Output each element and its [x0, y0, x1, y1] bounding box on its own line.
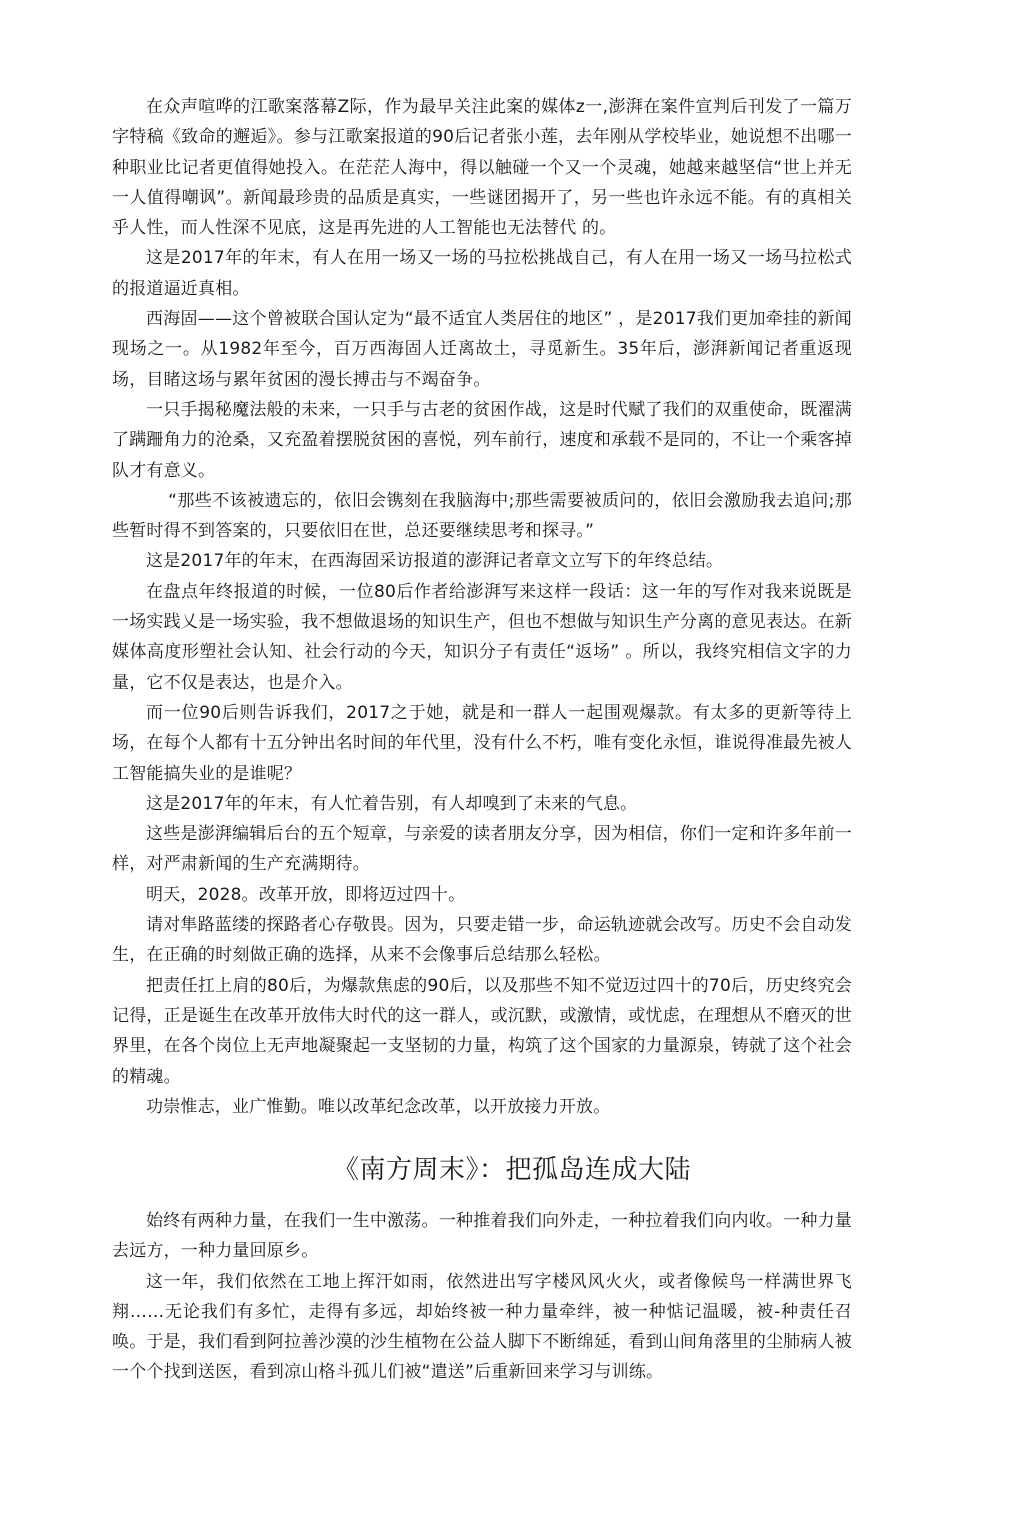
paragraph: 功崇惟志，业广惟勤。唯以改革纪念改革，以开放接力开放。: [146, 1096, 611, 1117]
paragraph: 在盘点年终报道的时候，一位80后作者给澎湃写来这样一段话：这一年的写作对我来说既是一场实践乂是一场实验，我不想做退场的知识生产，但也不想做与知识生产分离的意见表达。在新媒体高度形塑社会认知、社会行动的今天，知识分子有责任“返场” 。所以，我终究相信文字的力量，它不仅是表达，也是介入。: [112, 581, 852, 693]
paragraph: 这是2017年的年末，在西海固采访报道的澎湃记者章文立写下的年终总结。: [146, 551, 724, 572]
paragraph: 这一年，我们依然在工地上挥汗如雨，依然进出写字楼风风火火，或者像候鸟一样满世界飞翔……无论我们有多忙，走得有多远，却始终被一种力量牵绊，被一种惦记温暖，被-种责任召唤。于是，我们看到阿拉善沙漠的沙生植物在公益人脚下不断绵延，看到山间角落里的尘肺病人被一个个找到送医，看到凉山格斗孤儿们被“遣送”后重新回来学习与训练。: [112, 1271, 852, 1383]
paragraph: 明天，2028。改革开放，即将迈过四十。: [146, 884, 466, 905]
paragraph: 一只手揭秘魔法般的未来，一只手与古老的贫困作战，这是时代赋了我们的双重使命，既濯满了蹒跚角力的沧桑，又充盈着摆脱贫困的喜悦，列车前行，速度和承载不是同的，不让一个乘客掉队才有意义。: [112, 399, 852, 481]
article-body-section-1: [112, 92, 852, 1122]
section-heading: 《南方周末》：把孤岛连成大陆: [332, 1155, 691, 1185]
paragraph: 这是2017年的年末，有人在用一场又一场的马拉松挑战自己，有人在用一场又一场马拉松式的报道逼近真相。: [112, 248, 852, 299]
paragraph: 这些是澎湃编辑后台的五个短章，与亲爱的读者朋友分享，因为相信，你们一定和许多年前一样，对严肃新闻的生产充满期待。: [112, 824, 852, 875]
paragraph: 把责任扛上肩的80后，为爆款焦虑的90后，以及那些不知不觉迈过四十的70后，历史终究会记得，正是诞生在改革开放伟大时代的这一群人，或沉默，或激情，或忧虑，在理想从不磨灭的世界里，在各个岗位上无声地凝聚起一支坚韧的力量，构筑了这个国家的力量源泉，铸就了这个社会的精魂。: [112, 975, 852, 1087]
paragraph: 而一位90后则告诉我们，2017之于她，就是和一群人一起围观爆款。有太多的更新等待上场，在每个人都有十五分钟出名时间的年代里，没有什么不朽，唯有变化永恒，谁说得准最先被人工智能搞失业的是谁呢？: [112, 702, 852, 784]
paragraph: 始终有两种力量，在我们一生中激荡。一种推着我们向外走，一种拉着我们向内收。一种力量去远方，一种力量回原乡。: [112, 1211, 852, 1262]
paragraph: 西海固——这个曾被联合国认定为“最不适宜人类居住的地区” ，是2017我们更加牵挂的新闻现场之一。从1982年至今，百万西海固人迁离故土，寻觅新生。35年后，澎湃新闻记者重返现场，目睹这场与累年贫困的漫长搏击与不竭奋争。: [112, 309, 852, 390]
paragraph: 这是2017年的年末，有人忙着告别，有人却嗅到了未来的气息。: [146, 793, 638, 814]
paragraph: 在众声喧哗的江歌案落幕Z际，作为最早关注此案的媒体z一,澎湃在案件宣判后刊发了一篇万字特稿《致命的邂逅》。参与江歌案报道的90后记者张小莲，去年刚从学校毕业，她说想不出哪一种职业比记者更值得她投入。在茫茫人海中，得以触碰一个又一个灵魂，她越来越坚信“世上并无一人值得嘲讽”。新闻最珍贵的品质是真实，一些谜团揭开了，另一些也许永远不能。有的真相关乎人性，而人性深不见底，这是再先进的人工智能也无法替代 的。: [112, 97, 852, 239]
paragraph: 请对隼路蓝缕的探路者心存敬畏。因为，只要走错一步，命运轨迹就会改写。历史不会自动发生，在正确的时刻做正确的选择，从来不会像事后总结那么轻松。: [112, 915, 852, 966]
article-body-section-2: [112, 1206, 852, 1388]
quote-paragraph: “那些不该被遗忘的，依旧会镌刻在我脑海中;那些需要被质问的，依旧会激励我去追问;那些暂时得不到答案的，只要依旧在世，总还要继续思考和探寻。”: [112, 490, 852, 542]
